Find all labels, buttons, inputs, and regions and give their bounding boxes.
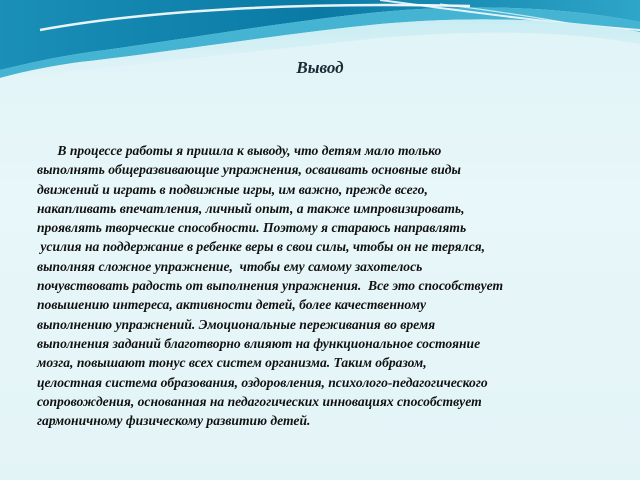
paragraph-line: выполнять общеразвивающие упражнения, осваивать основные виды: [37, 162, 461, 178]
paragraph-line: мозга, повышают тонус всех систем организма. Таким образом,: [37, 355, 427, 371]
paragraph-line: выполнения заданий благотворно влияют на функциональное состояние: [37, 335, 481, 351]
paragraph-line: накапливать впечатления, личный опыт, а также импровизировать,: [37, 200, 465, 216]
paragraph-line: сопровождения, основанная на педагогических инновациях способствует: [37, 393, 482, 409]
paragraph-line: усилия на поддержание в ребенке веры в свои силы, чтобы он не терялся,: [37, 239, 486, 255]
paragraph-line: выполнению упражнений. Эмоциональные переживания во время: [37, 316, 436, 332]
conclusion-paragraph: [37, 141, 603, 430]
paragraph-line: проявлять творческие способности. Поэтому я стараюсь направлять: [37, 220, 467, 236]
paragraph-line: целостная система образования, оздоровления, психолого-педагогического: [37, 374, 488, 390]
paragraph-line: гармоничному физическому развитию детей.: [37, 413, 311, 429]
paragraph-line: движений и играть в подвижные игры, им важно, прежде всего,: [37, 181, 428, 197]
paragraph-line: выполняя сложное упражнение, чтобы ему самому захотелось: [37, 258, 423, 274]
slide-title: Вывод: [296, 58, 344, 77]
paragraph-line: повышению интереса, активности детей, более качественному: [37, 297, 427, 313]
paragraph-line: почувствовать радость от выполнения упражнения. Все это способствует: [37, 278, 504, 294]
paragraph-line: В процессе работы я пришла к выводу, что детям мало только: [37, 143, 442, 158]
